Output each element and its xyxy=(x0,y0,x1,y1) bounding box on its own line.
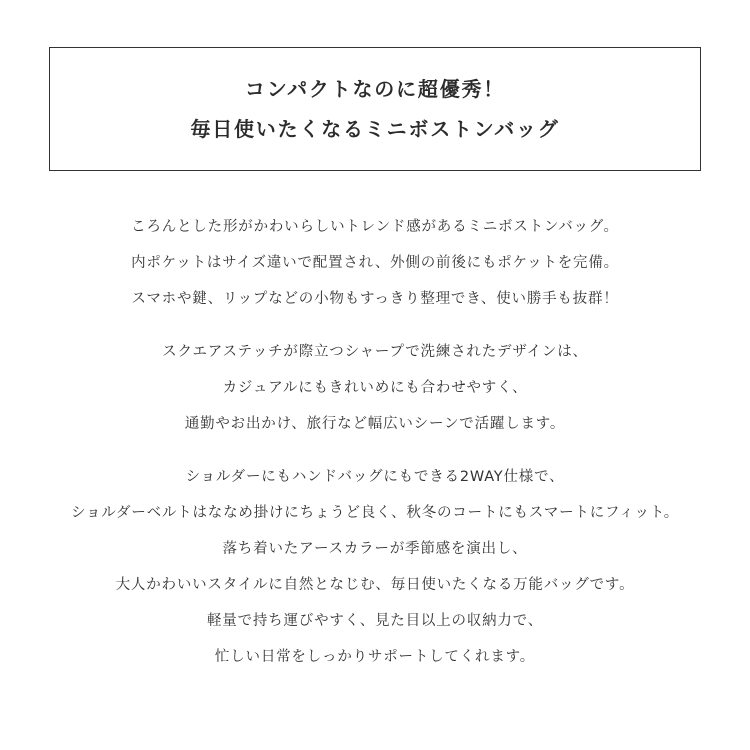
description-line: 軽量で持ち運びやすく、見た目以上の収納力で、 xyxy=(206,613,544,629)
description-line: 大人かわいいスタイルに自然となじむ、毎日使いたくなる万能バッグです。 xyxy=(115,577,635,593)
description-line: ショルダーにもハンドバッグにもできる2WAY仕様で、 xyxy=(185,469,565,485)
headline-line-2: 毎日使いたくなるミニボストンバッグ xyxy=(190,117,560,141)
description-paragraph-3 xyxy=(0,468,750,666)
description-line: 内ポケットはサイズ違いで配置され、外側の前後にもポケットを完備。 xyxy=(131,255,619,271)
description-line: ショルダーベルトはななめ掛けにちょうど良く、秋冬のコートにもスマートにフィット。 xyxy=(70,505,680,521)
description-paragraph-1 xyxy=(0,218,750,308)
description-line: 落ち着いたアースカラーが季節感を演出し、 xyxy=(222,541,528,557)
description-line: 忙しい日常をしっかりサポートしてくれます。 xyxy=(214,649,536,665)
description-paragraph-2 xyxy=(0,343,750,433)
description-body xyxy=(0,218,750,701)
description-line: スマホや鍵、リップなどの小物もすっきり整理でき、使い勝手も抜群！ xyxy=(131,291,619,307)
headline-line-1: コンパクトなのに超優秀！ xyxy=(244,77,506,101)
description-line: スクエアステッチが際立つシャープで洗練されたデザインは、 xyxy=(162,344,588,360)
description-line: カジュアルにもきれいめにも合わせやすく、 xyxy=(222,380,528,396)
description-line: ころんとした形がかわいらしいトレンド感があるミニボストンバッグ。 xyxy=(131,219,619,235)
headline-box xyxy=(49,47,701,171)
description-line: 通勤やお出かけ、旅行など幅広いシーンで活躍します。 xyxy=(184,416,566,432)
